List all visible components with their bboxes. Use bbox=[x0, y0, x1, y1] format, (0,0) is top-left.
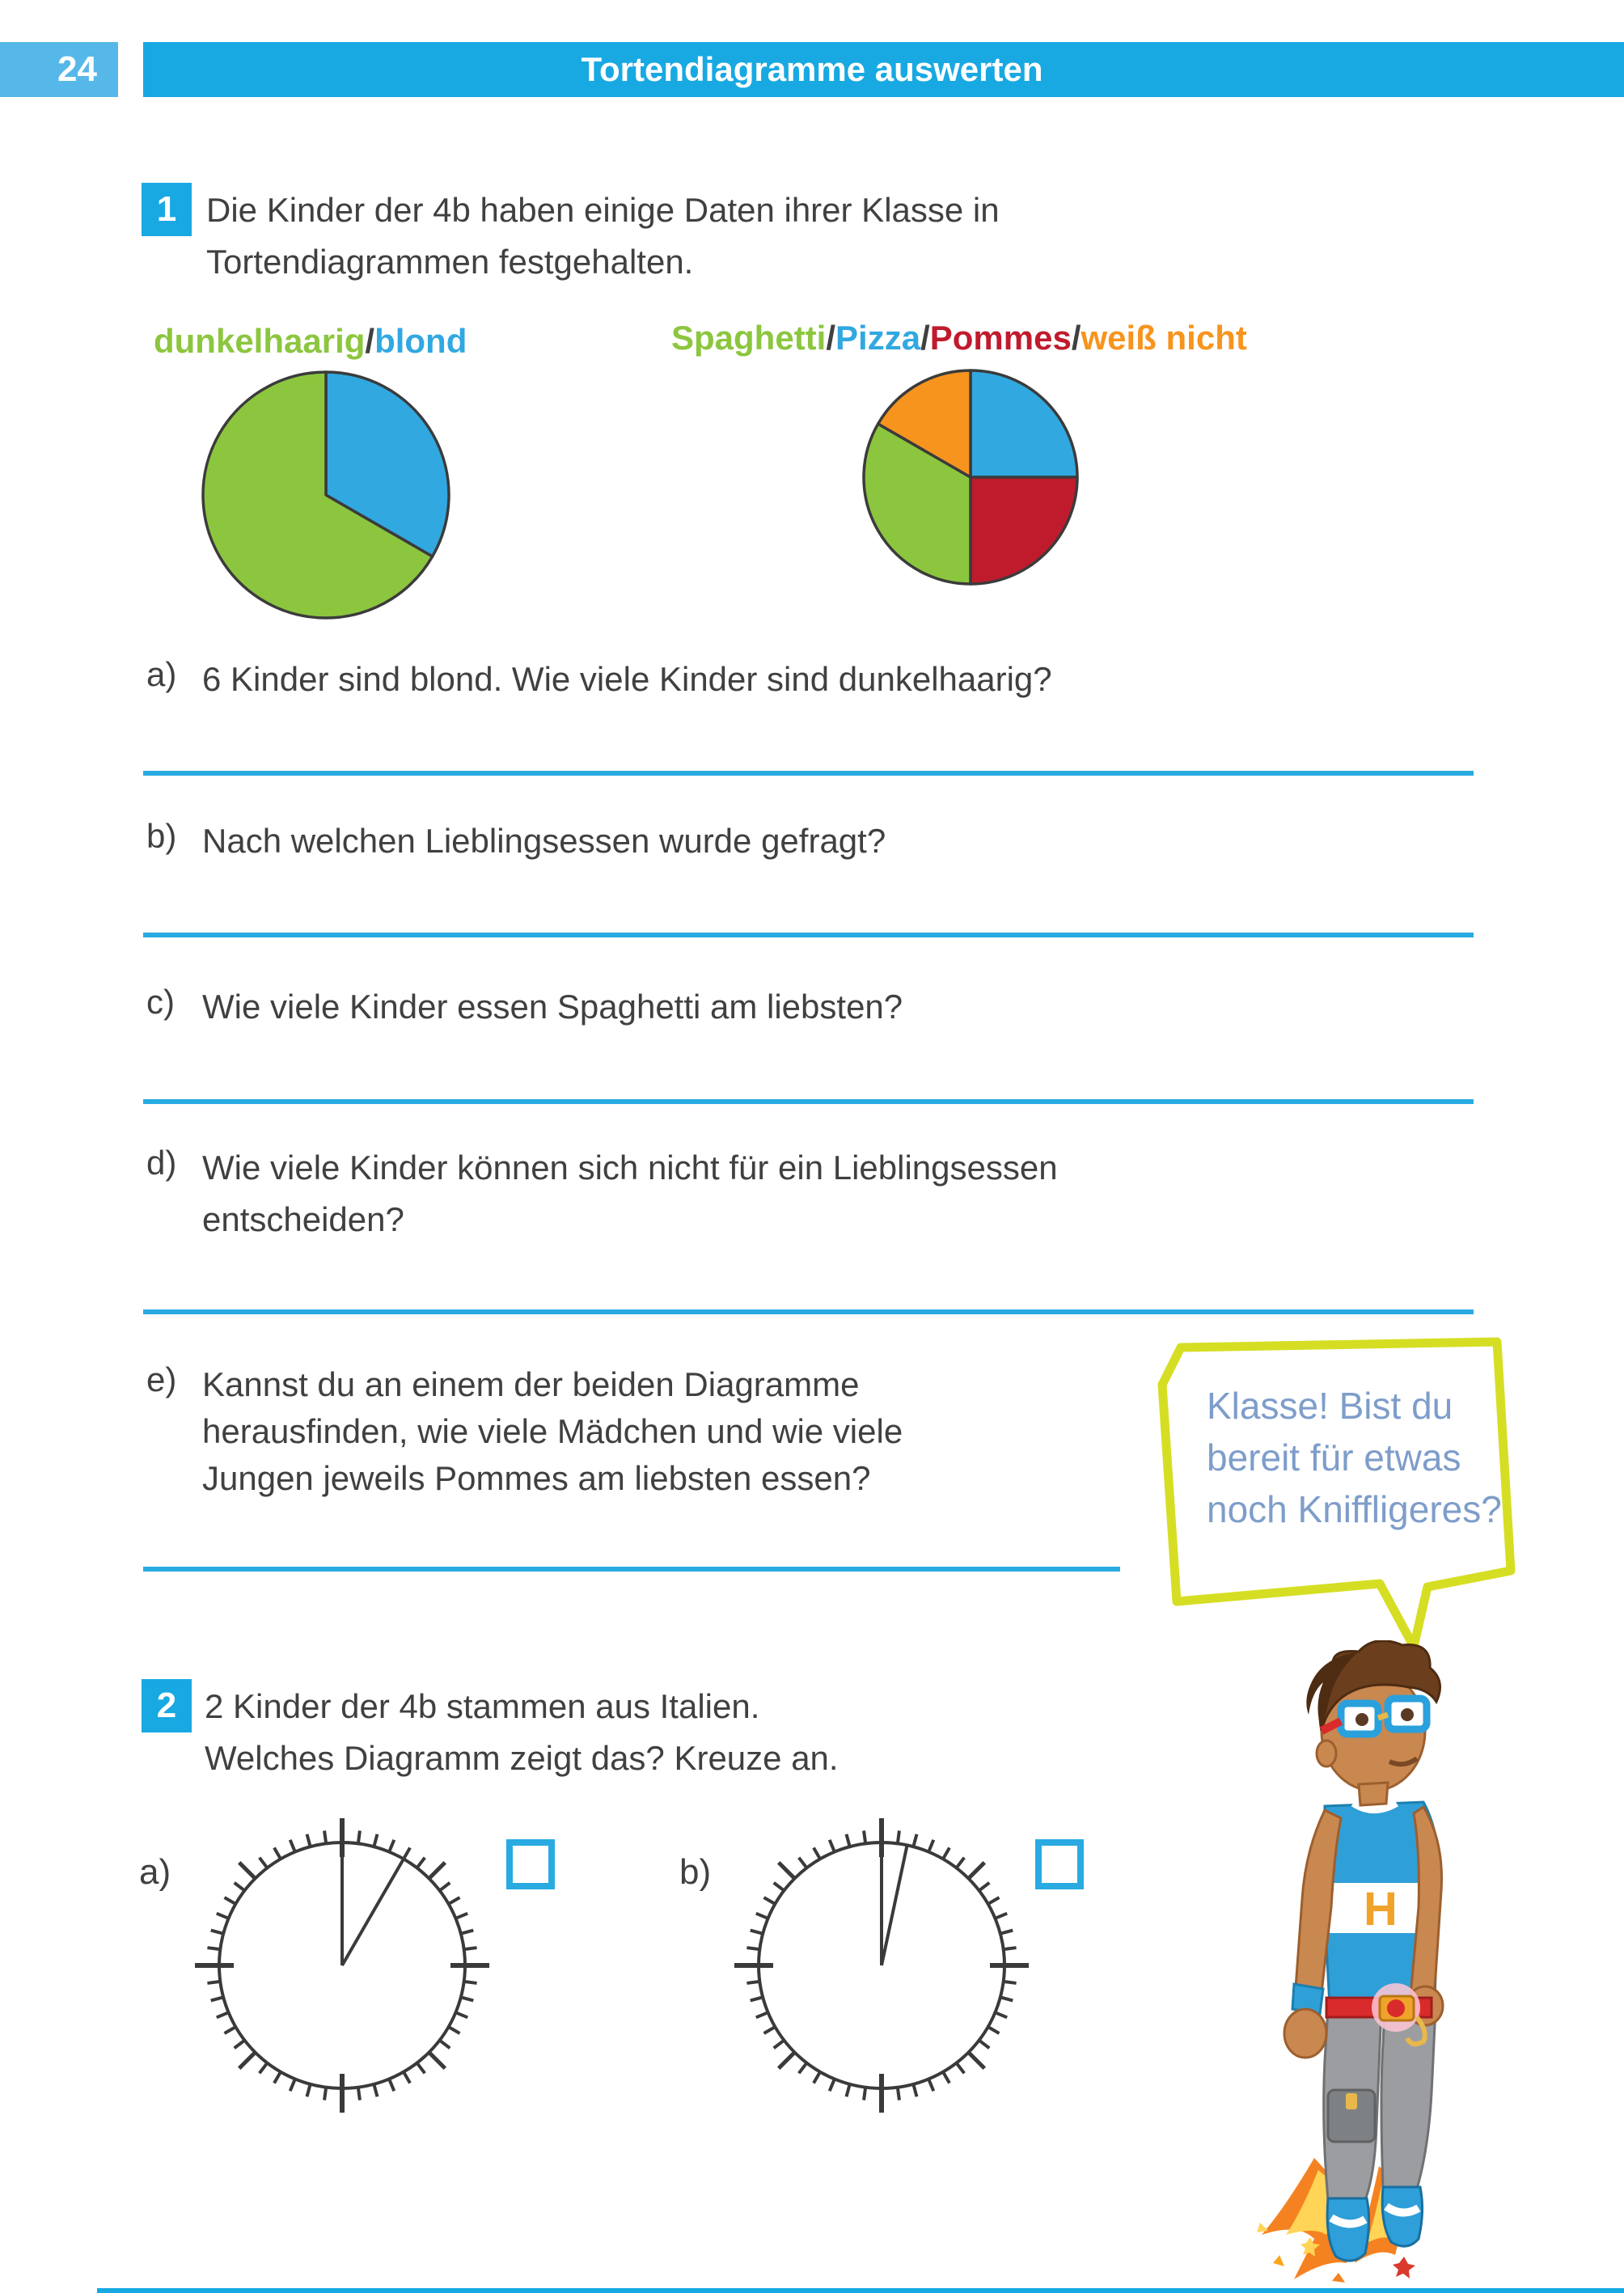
question-c-text: Wie viele Kinder essen Spaghetti am liebsten? bbox=[202, 988, 903, 1026]
legend-hair-blond: blond bbox=[374, 322, 467, 360]
boy-character-illustration bbox=[1237, 1640, 1504, 2287]
question-e-text-line3: Jungen jeweils Pommes am liebsten essen? bbox=[202, 1459, 871, 1497]
option-a-label: a) bbox=[139, 1852, 171, 1892]
answer-line-c[interactable] bbox=[143, 1099, 1474, 1104]
legend-food-weiss-nicht: weiß nicht bbox=[1081, 319, 1247, 357]
fist bbox=[1284, 2009, 1326, 2058]
shirt-letter: H bbox=[1364, 1883, 1398, 1936]
legend-slash: / bbox=[920, 319, 930, 357]
task2-number-box: 2 bbox=[142, 1679, 192, 1732]
legend-food bbox=[671, 319, 1247, 357]
question-e-letter: e) bbox=[146, 1360, 177, 1398]
question-e-text-line1: Kannst du an einem der beiden Diagramme bbox=[202, 1365, 860, 1403]
question-d-text-line2: entscheiden? bbox=[202, 1200, 404, 1238]
question-b-letter: b) bbox=[146, 817, 177, 855]
option-b-checkbox[interactable] bbox=[1035, 1839, 1084, 1889]
question-d-letter: d) bbox=[146, 1144, 177, 1182]
task2-text-line2: Welches Diagramm zeigt das? Kreuze an. bbox=[205, 1739, 839, 1777]
option-b-diagram bbox=[712, 1796, 1051, 2135]
task1-text-line2: Tortendiagrammen festgehalten. bbox=[206, 243, 694, 281]
page-title: Tortendiagramme auswerten bbox=[581, 50, 1043, 88]
legend-hair bbox=[154, 322, 467, 361]
pie-slice-Pommes bbox=[971, 477, 1077, 584]
answer-line-a[interactable] bbox=[143, 771, 1474, 776]
question-a-text: 6 Kinder sind blond. Wie viele Kinder sind dunkelhaarig? bbox=[202, 660, 1052, 698]
speech-bubble-line3: noch Kniffligeres? bbox=[1207, 1488, 1502, 1530]
legend-hair-dunkelhaarig: dunkelhaarig bbox=[154, 322, 366, 360]
answer-line-d[interactable] bbox=[143, 1309, 1474, 1314]
question-a-letter: a) bbox=[146, 655, 177, 693]
belt-buckle-light bbox=[1387, 1999, 1405, 2017]
boy-neck bbox=[1359, 1783, 1388, 1805]
answer-line-b[interactable] bbox=[143, 933, 1474, 937]
footer-rule bbox=[97, 2288, 1624, 2293]
pie-slice-Pizza bbox=[971, 370, 1077, 477]
option-a-diagram bbox=[172, 1796, 512, 2135]
food-pie-chart bbox=[857, 364, 1084, 590]
task1-number-box: 1 bbox=[142, 183, 192, 236]
option-a-checkbox[interactable] bbox=[506, 1839, 555, 1889]
question-c-letter: c) bbox=[146, 983, 175, 1021]
question-d-text-line1: Wie viele Kinder können sich nicht für ein Lieblingsessen bbox=[202, 1149, 1058, 1187]
task2-text-line1: 2 Kinder der 4b stammen aus Italien. bbox=[205, 1687, 760, 1725]
page-number-badge: 24 bbox=[0, 42, 118, 97]
legend-food-spaghetti: Spaghetti bbox=[671, 319, 827, 357]
answer-line-e[interactable] bbox=[143, 1567, 1120, 1572]
task1-text-line1: Die Kinder der 4b haben einige Daten ihrer Klasse in bbox=[206, 191, 1000, 229]
legend-slash: / bbox=[826, 319, 836, 357]
legend-slash: / bbox=[365, 322, 375, 360]
speech-bubble-line2: bereit für etwas bbox=[1207, 1436, 1461, 1479]
boy-head bbox=[1306, 1641, 1440, 1805]
boy-ear bbox=[1317, 1741, 1336, 1766]
hair-pie-chart bbox=[197, 366, 455, 624]
speech-bubble-line1: Klasse! Bist du bbox=[1207, 1385, 1453, 1427]
question-b-text: Nach welchen Lieblingsessen wurde gefragt? bbox=[202, 822, 886, 860]
legend-slash: / bbox=[1071, 319, 1081, 357]
option-b-label: b) bbox=[679, 1852, 712, 1892]
legend-food-pommes: Pommes bbox=[929, 319, 1072, 357]
question-e-text-line2: herausfinden, wie viele Mädchen und wie viele bbox=[202, 1412, 903, 1450]
legend-food-pizza: Pizza bbox=[835, 319, 921, 357]
